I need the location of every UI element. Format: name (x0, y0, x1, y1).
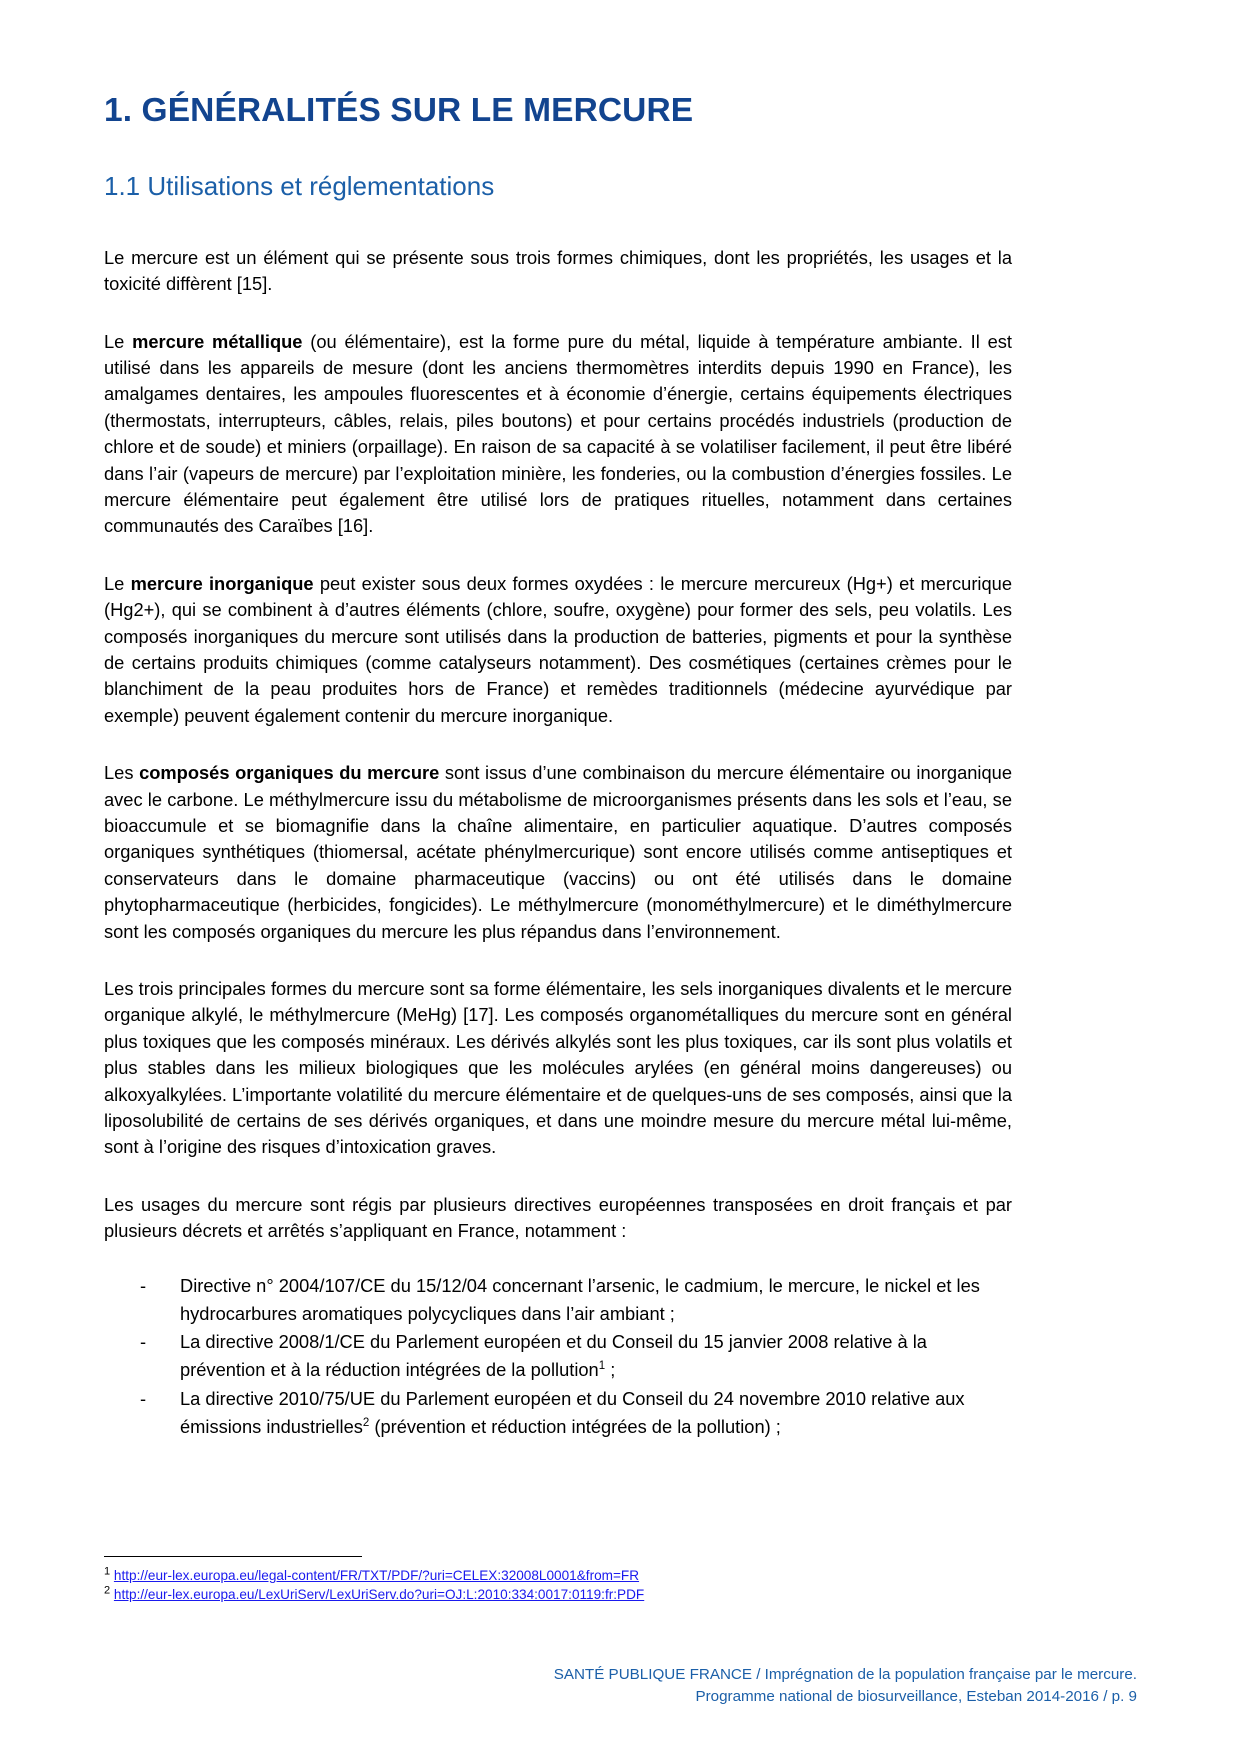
footnote-ref: 2 (362, 1416, 370, 1429)
paragraph-1 (104, 245, 1012, 298)
paragraph-4-rest: sont issus d’une combinaison du mercure élémentaire ou inorganique avec le carbone. Le méthylmercure issu du métabolisme de microorganismes présents dans les sols et l’eau, se bioaccumule et se biomagnifie dans la chaîne alimentaire, en particulier aquatique. D’autres composés organiques synthétiques (thiomersal, acétate phénylmercurique) sont encore utilisés comme antiseptiques et conservateurs dans le domaine pharmaceutique (vaccins) ou ont été utilisés dans le domaine phytopharmaceutique (herbicides, fongicides). Le méthylmercure (monométhylmercure) et le diméthylmercure sont les composés organiques du mercure les plus répandus dans l’environnement. (104, 762, 1012, 942)
page-title: 1. GÉNÉRALITÉS SUR LE MERCURE (104, 92, 694, 129)
paragraph-6-text: Les usages du mercure sont régis par plusieurs directives européennes transposées en droit français et par plusieurs décrets et arrêtés s’appliquant en France, notamment : (104, 1193, 1012, 1242)
paragraph-3-rest: peut exister sous deux formes oxydées : le mercure mercureux (Hg+) et mercurique (Hg2+), qui se combinent à d’autres éléments (chlore, soufre, oxygène) pour former des sels, peu volatils. Les composés inorganiques du mercure sont utilisés dans la production de batteries, pigments et pour la synthèse de certains produits chimiques (comme catalyseurs notamment). Des cosmétiques (certaines crèmes pour le blanchiment de la peau produites hors de France) et remèdes traditionnels (médecine ayurvédique par exemple) peuvent également contenir du mercure inorganique. (104, 572, 1012, 726)
footnotes-area (104, 1556, 1012, 1604)
list-item (104, 1328, 1012, 1384)
paragraph-4-emphasis: composés organiques du mercure (139, 762, 440, 784)
paragraph-5 (104, 976, 1012, 1161)
list-marker: - (140, 1331, 147, 1353)
paragraph-3 (104, 571, 1012, 729)
paragraph-1-text: Le mercure est un élément qui se présente sous trois formes chimiques, dont les propriétés, les usages et la toxicité diffèrent [15]. (104, 246, 1012, 295)
footnote-number: 1 (104, 1565, 111, 1578)
paragraph-2 (104, 329, 1012, 540)
footnote-2 (104, 1585, 1012, 1604)
paragraph-6 (104, 1192, 1012, 1245)
paragraph-4 (104, 760, 1012, 945)
paragraph-2-lead: Le (104, 330, 133, 352)
list-item-text: La directive 2008/1/CE du Parlement européen et du Conseil du 15 janvier 2008 relative à la prévention et à la réduction intégrées de la pollution (180, 1331, 927, 1381)
paragraph-3-lead: Le (104, 572, 131, 594)
paragraph-2-emphasis: mercure métallique (132, 330, 303, 352)
footnote-separator (104, 1556, 362, 1557)
paragraph-3-emphasis: mercure inorganique (130, 572, 314, 594)
list-item (104, 1385, 1012, 1441)
document-content (104, 92, 1012, 1441)
list-item-text: La directive 2010/75/UE du Parlement européen et du Conseil du 24 novembre 2010 relative aux émissions industrielles (180, 1387, 965, 1437)
paragraph-2-rest: (ou élémentaire), est la forme pure du métal, liquide à température ambiante. Il est utilisé dans les appareils de mesure (dont les anciens thermomètres interdits depuis 1990 en France), les amalgames dentaires, les ampoules fluorescentes et à économie d’énergie, certains équipements électriques (thermostats, interrupteurs, câbles, relais, piles boutons) et pour certains procédés industriels (production de chlore et de soude) et miniers (orpaillage). En raison de sa capacité à se volatiliser facilement, il peut être libéré dans l’air (vapeurs de mercure) par l’exploitation minière, les fonderies, ou la combustion d’énergies fossiles. Le mercure élémentaire peut également être utilisé lors de pratiques rituelles, notamment dans certaines communautés des Caraïbes [16]. (104, 330, 1012, 537)
list-marker: - (140, 1274, 147, 1296)
list-item-text-after: ; (605, 1359, 616, 1381)
footer-line-2: Programme national de biosurveillance, Esteban 2014-2016 / p. 9 (695, 1687, 1137, 1705)
list-item-text: Directive n° 2004/107/CE du 15/12/04 concernant l’arsenic, le cadmium, le mercure, le nickel et les hydrocarbures aromatiques polycycliques dans l’air ambiant ; (180, 1274, 980, 1324)
footnote-number: 2 (104, 1584, 111, 1597)
list-marker: - (140, 1387, 147, 1409)
footnote-1 (104, 1566, 1012, 1585)
paragraph-4-lead: Les (104, 762, 140, 784)
list-item (104, 1272, 1012, 1328)
footnote-ref: 1 (598, 1360, 606, 1373)
footnote-2-link[interactable]: http://eur-lex.europa.eu/LexUriServ/LexUriServ.do?uri=OJ:L:2010:334:0017:0119:fr:PDF (113, 1587, 645, 1602)
footnote-1-link[interactable]: http://eur-lex.europa.eu/legal-content/FR/TXT/PDF/?uri=CELEX:32008L0001&from=FR (113, 1568, 640, 1583)
footer-line-1: SANTÉ PUBLIQUE FRANCE / Imprégnation de la population française par le mercure. (553, 1666, 1137, 1683)
paragraph-5-text: Les trois principales formes du mercure sont sa forme élémentaire, les sels inorganiques divalents et le mercure organique alkylé, le méthylmercure (MeHg) [17]. Les composés organométalliques du mercure sont en général plus toxiques que les composés minéraux. Les dérivés alkylés sont les plus toxiques, car ils sont plus volatils et plus stables dans les milieux biologiques que les molécules arylées (en général moins dangereuses) ou alkoxyalkylées. L’importante volatilité du mercure élémentaire et de quelques-uns de ses composés, ainsi que la liposolubilité de certains de ses dérivés organiques, et dans une moindre mesure du mercure métal lui-même, sont à l’origine des risques d’intoxication graves. (104, 978, 1012, 1158)
directives-list (104, 1272, 1012, 1441)
list-item-text-after: (prévention et réduction intégrées de la pollution) ; (369, 1415, 781, 1437)
section-subtitle: 1.1 Utilisations et réglementations (104, 170, 495, 201)
page-footer (554, 1664, 1137, 1707)
